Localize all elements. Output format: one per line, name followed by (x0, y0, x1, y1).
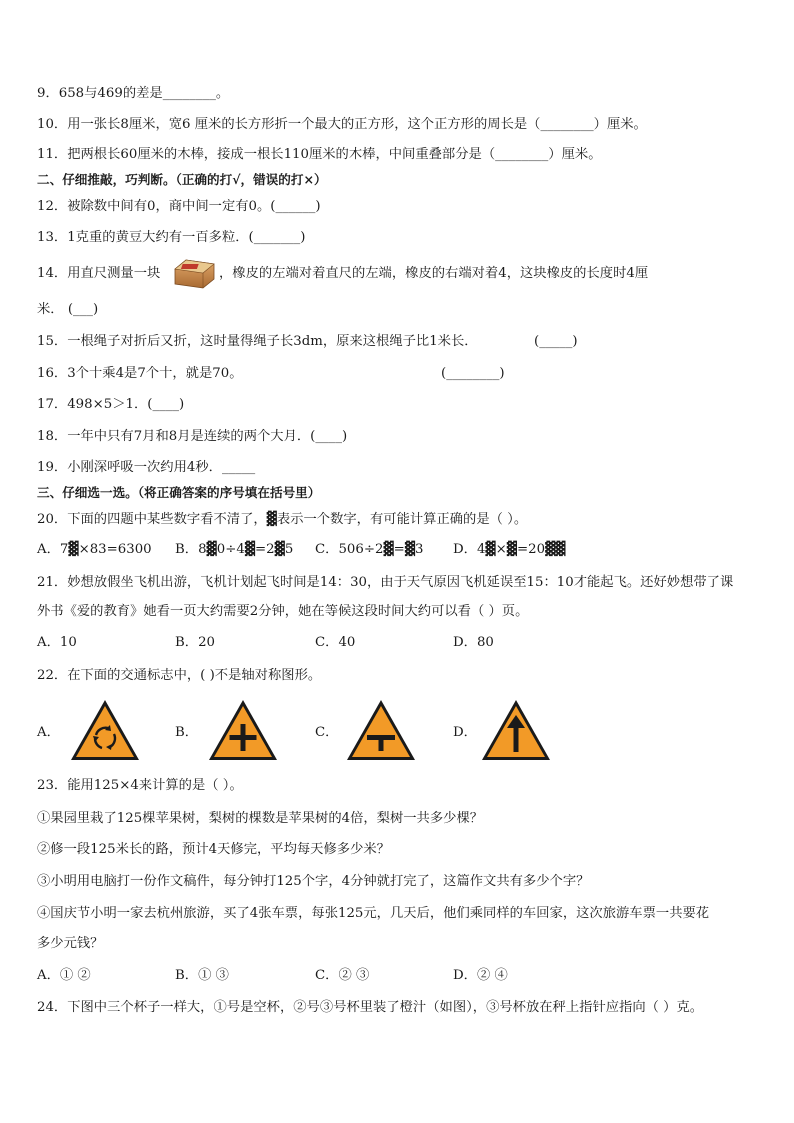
question-9: 9．658与469的差是________。 (37, 86, 230, 101)
question-18: 18．一年中只有7月和8月是连续的两个大月．(____) (37, 429, 348, 444)
q21-option-a: A．10 (37, 635, 77, 650)
q23-option-a: A．① ② (37, 968, 91, 983)
question-14-middle: ，橡皮的左端对着直尺的左端，橡皮的右端对着4，这块橡皮的长度时4厘 (219, 266, 649, 281)
question-24: 24．下图中三个杯子一样大，①号是空杯，②号③号杯里装了橙汁（如图），③号杯放在秤上指针应指向（ ）克。 (37, 1000, 704, 1015)
question-15: 15．一根绳子对折后又折，这时量得绳子长3dm，原来这根绳子比1米长． (37, 334, 478, 349)
question-10: 10．用一张长8厘米，宽6 厘米的长方形折一个最大的正方形，这个正方形的周长是（________）厘米。 (37, 117, 647, 132)
q20-option-d: D．4▓×▓=20▓▓ (453, 542, 566, 557)
q22-option-c: C． (315, 725, 339, 740)
eraser-icon (172, 255, 216, 291)
question-20: 20．下面的四题中某些数字看不清了，▓表示一个数字，有可能计算正确的是（ ）。 (37, 512, 528, 527)
q20-option-b: B．8▓0÷4▓=2▓5 (175, 542, 294, 557)
q23-option-d: D．② ④ (453, 968, 508, 983)
q23-item-1: ①果园里栽了125棵苹果树，梨树的棵数是苹果树的4倍，梨树一共多少棵？ (37, 811, 484, 826)
question-16: 16．3个十乘4是7个十，就是70。 (37, 366, 243, 381)
q22-option-d: D． (453, 725, 477, 740)
crossroad-sign-icon (207, 698, 279, 762)
section-2-heading: 二、仔细推敲，巧判断。（正确的打√，错误的打×） (37, 172, 327, 187)
question-22: 22．在下面的交通标志中，( )不是轴对称图形。 (37, 668, 322, 683)
roundabout-sign-icon (69, 698, 141, 762)
q23-option-c: C．② ③ (315, 968, 370, 983)
q21-option-c: C．40 (315, 635, 356, 650)
question-14-end: 米． (___) (37, 302, 99, 317)
t-junction-sign-icon (345, 698, 417, 762)
q23-item-4-line-2: 多少元钱？ (37, 936, 104, 951)
q20-option-c: C．506÷2▓=▓3 (315, 542, 424, 557)
q21-option-b: B．20 (175, 635, 215, 650)
question-15-blank: (_____) (534, 334, 578, 349)
q23-option-b: B．① ③ (175, 968, 229, 983)
q23-item-3: ③小明用电脑打一份作文稿件，每分钟打125个字，4分钟就打完了，这篇作文共有多少个字？ (37, 874, 590, 889)
question-21-line-2: 外书《爱的教育》她看一页大约需要2分钟，她在等候这段时间大约可以看（ ）页。 (37, 604, 529, 619)
question-11: 11．把两根长60厘米的木棒，接成一根长110厘米的木棒，中间重叠部分是（________）厘米。 (37, 147, 602, 162)
q22-option-b: B． (175, 725, 199, 740)
question-12: 12．被除数中间有0，商中间一定有0。(______) (37, 199, 321, 214)
q23-item-4-line-1: ④国庆节小明一家去杭州旅游，买了4张车票，每张125元，几天后，他们乘同样的车回家，这次旅游车票一共要花 (37, 906, 710, 921)
q21-option-d: D．80 (453, 635, 494, 650)
question-13: 13．1克重的黄豆大约有一百多粒．(_______) (37, 230, 306, 245)
question-17: 17．498×5＞1．(____) (37, 397, 185, 412)
question-16-blank: (________) (441, 366, 505, 381)
q20-option-a: A．7▓×83=6300 (37, 542, 152, 557)
straight-arrow-sign-icon (480, 698, 552, 762)
question-23: 23．能用125×4来计算的是（ ）。 (37, 778, 243, 793)
section-3-heading: 三、仔细选一选。（将正确答案的序号填在括号里） (37, 485, 321, 500)
question-14-start: 14．用直尺测量一块 (37, 266, 161, 281)
question-21-line-1: 21．妙想放假坐飞机出游，飞机计划起飞时间是14：30，由于天气原因飞机延误至15：10才能起飞。还好妙想带了课 (37, 575, 734, 590)
q22-option-a: A． (37, 725, 60, 740)
question-19: 19．小刚深呼吸一次约用4秒．_____ (37, 460, 256, 475)
q23-item-2: ②修一段125米长的路，预计4天修完，平均每天修多少米？ (37, 842, 390, 857)
